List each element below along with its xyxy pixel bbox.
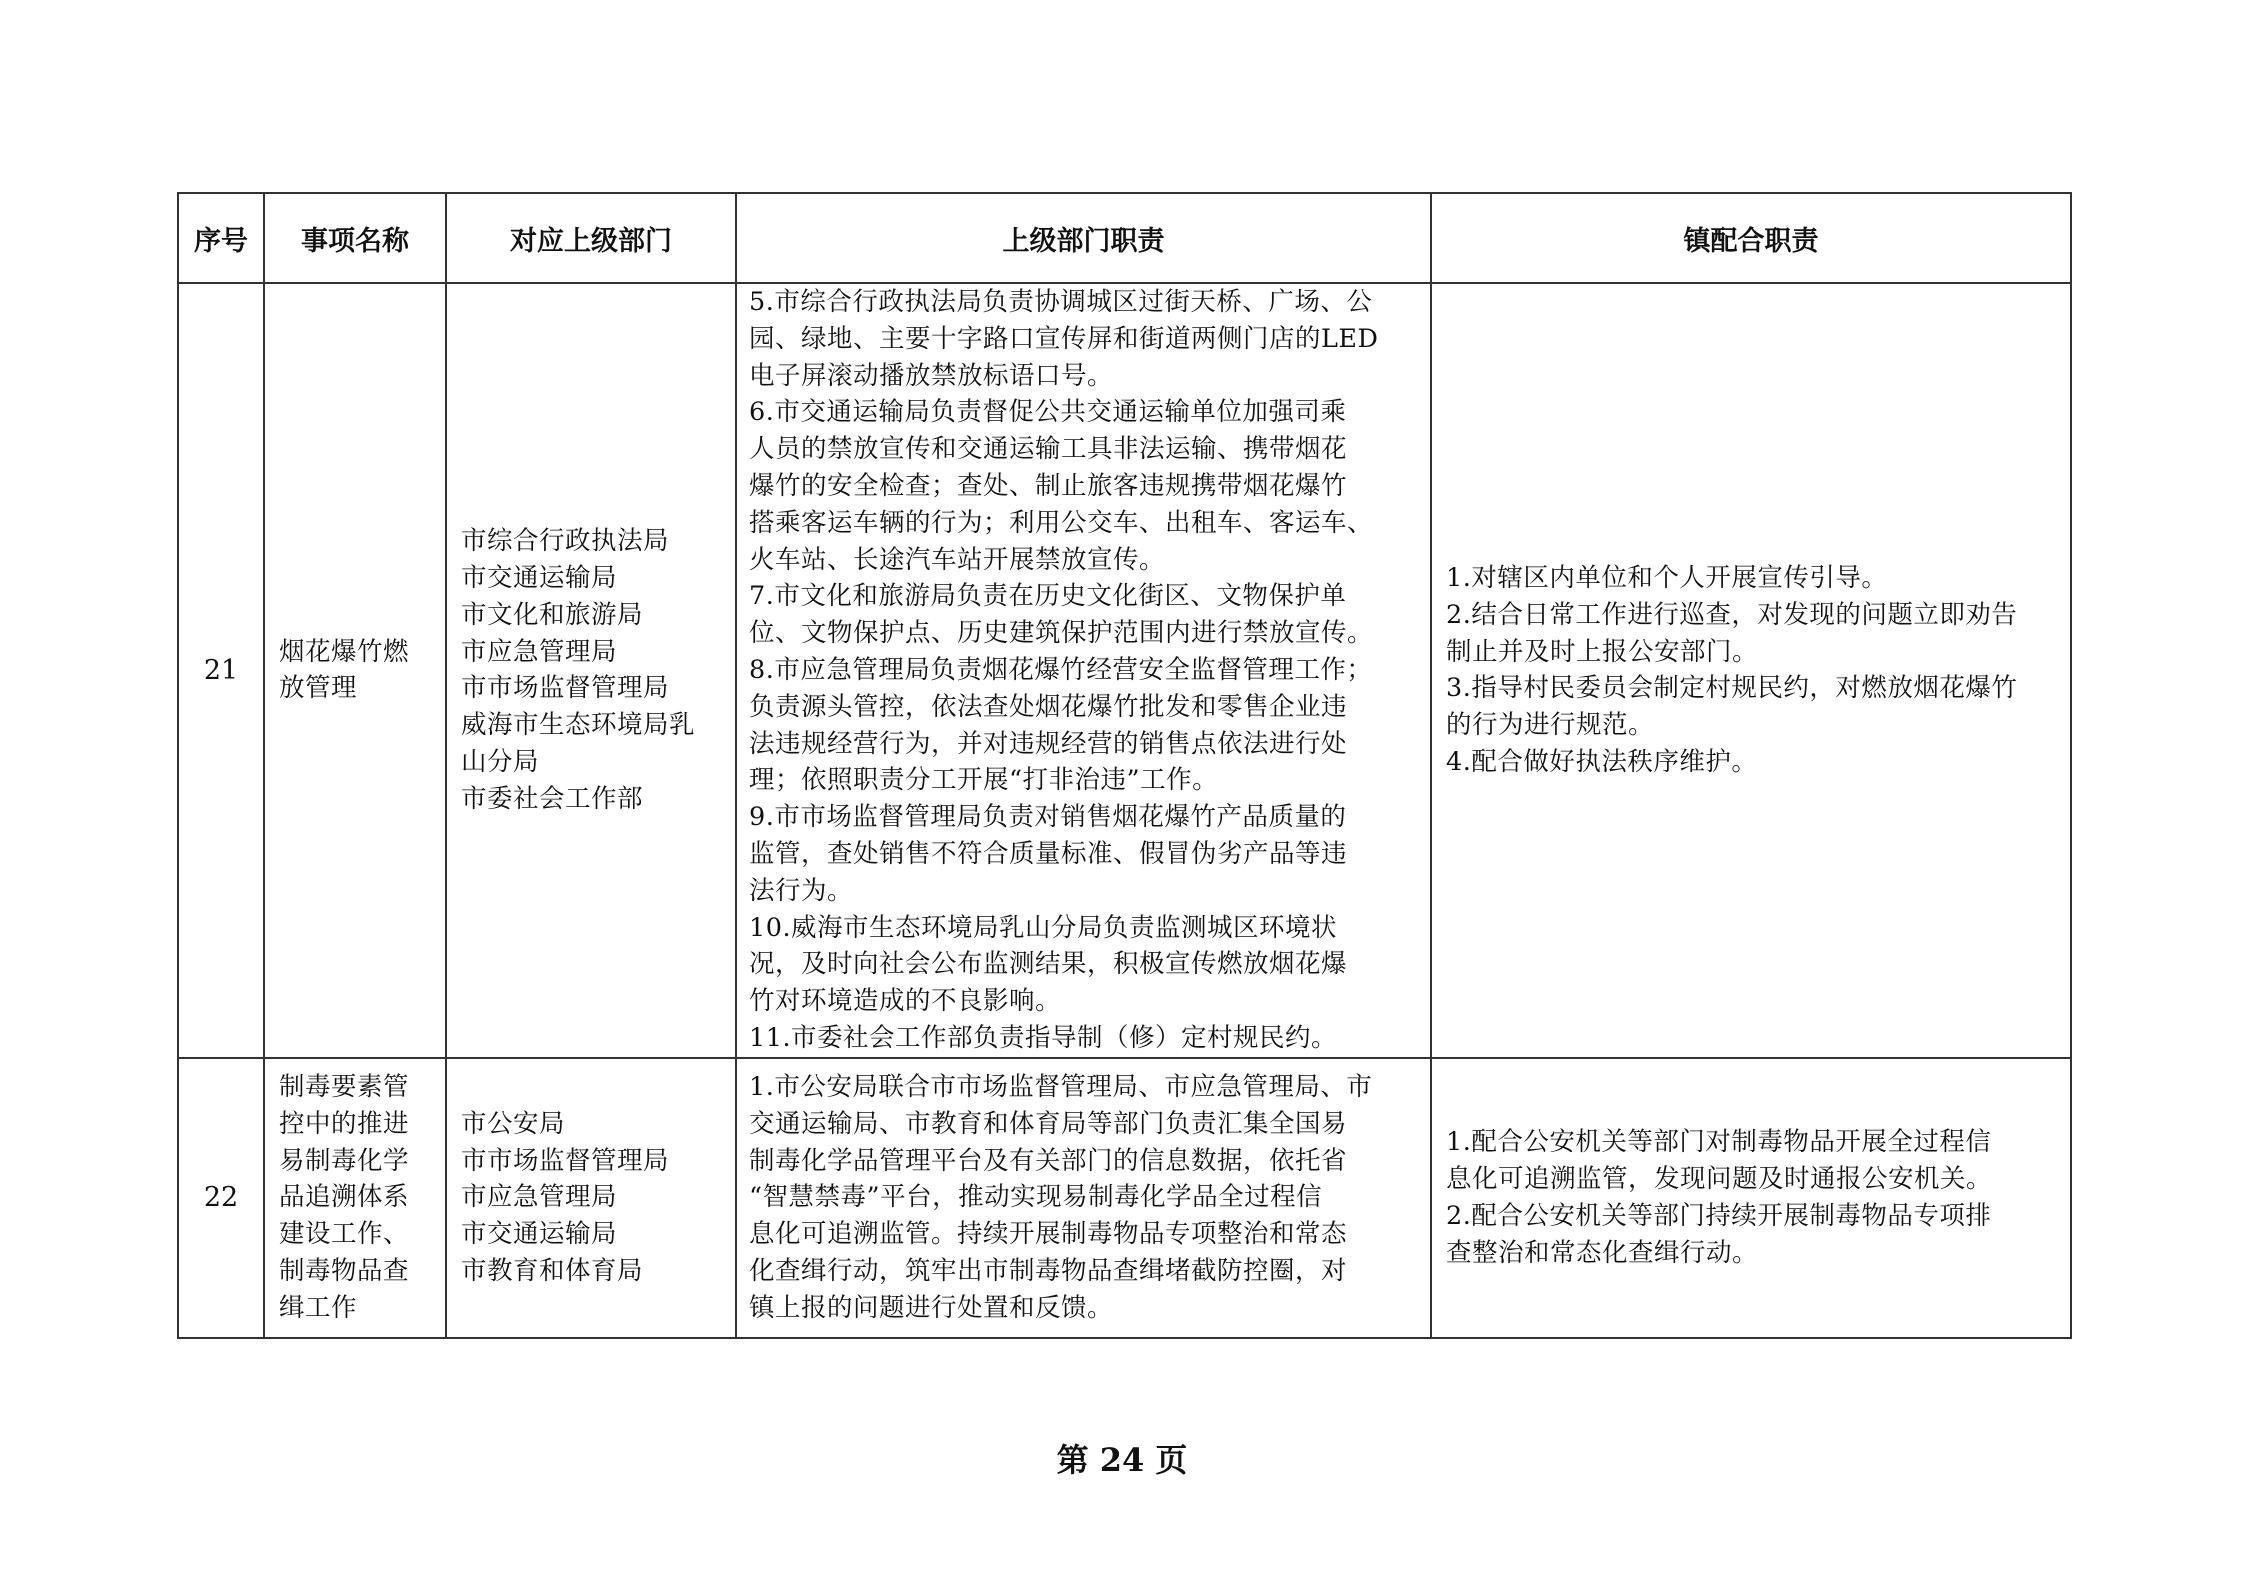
town-duty-text: 1.配合公安机关等部门对制毒物品开展全过程信 息化可追溯监管，发现问题及时通报公安机关。 2.配合公安机关等部门持续开展制毒物品专项排 查整治和常态化查缉行动。: [1446, 1127, 1993, 1268]
departments-text: 市公安局 市市场监督管理局 市应急管理局 市交通运输局 市教育和体育局: [461, 1108, 670, 1286]
departments-text: 市综合行政执法局 市交通运输局 市文化和旅游局 市应急管理局 市市场监督管理局 威海市生态环境局乳 山分局 市委社会工作部: [461, 526, 696, 814]
header-item-name: 事项名称: [264, 193, 446, 283]
header-town-duty: 镇配合职责: [1431, 193, 2071, 283]
row-seq: 21: [178, 283, 264, 1058]
upper-duty-text: 1.市公安局联合市市场监督管理局、市应急管理局、市 交通运输局、市教育和体育局等部门负责汇集全国易 制毒化学品管理平台及有关部门的信息数据，依托省 “智慧禁毒”平台，推动实现易制毒化学品全过程信 息化可追溯监管。持续开展制毒物品专项整治和常态 化查缉行动，筑牢出市制毒物品查缉堵截防控圈，对 镇上报的问题进行处置和反馈。: [749, 1071, 1373, 1323]
header-upper-duty: 上级部门职责: [736, 193, 1431, 283]
row-upper-duty: [736, 1058, 1431, 1338]
table-row: [178, 1058, 2071, 1338]
row-seq: 22: [178, 1058, 264, 1338]
header-departments: 对应上级部门: [446, 193, 736, 283]
row-departments: [446, 1058, 736, 1338]
page-number: 第 24 页: [1056, 1441, 1188, 1479]
row-town-duty: [1431, 283, 2071, 1058]
table-row: [178, 283, 2071, 1058]
duty-table: [177, 192, 2072, 1339]
row-departments: [446, 283, 736, 1058]
town-duty-text: 1.对辖区内单位和个人开展宣传引导。 2.结合日常工作进行巡查，对发现的问题立即劝告 制止并及时上报公安部门。 3.指导村民委员会制定村规民约，对燃放烟花爆竹 的行为进行规范。 4.配合做好执法秩序维护。: [1446, 562, 2018, 777]
header-seq: 序号: [178, 193, 264, 283]
row-item-name: [264, 283, 446, 1058]
upper-duty-text: 5.市综合行政执法局负责协调城区过街天桥、广场、公 园、绿地、主要十字路口宣传屏和街道两侧门店的LED 电子屏滚动播放禁放标语口号。 6.市交通运输局负责督促公共交通运输单位加强司乘 人员的禁放宣传和交通运输工具非法运输、携带烟花 爆竹的安全检查；查处、制止旅客违规携带烟花爆竹 搭乘客运车辆的行为；利用公交车、出租车、客运车、 火车站、长途汽车站开展禁放宣传。 7.市文化和旅游局负责在历史文化街区、文物保护单 位、文物保护点、历史建筑保护范围内进行禁放宣传。 8.市应急管理局负责烟花爆竹经营安全监督管理工作； 负责源头管控，依法查处烟花爆竹批发和零售企业违 法违规经营行为，并对违规经营的销售点依法进行处 理；依照职责分工开展“打非治违”工作。 9.市市场监督管理局负责对销售烟花爆竹产品质量的 监管，查处销售不符合质量标准、假冒伪劣产品等违 法行为。 10.威海市生态环境局乳山分局负责监测城区环境状 况，及时向社会公布监测结果，积极宣传燃放烟花爆 竹对环境造成的不良影响。 11.市委社会工作部负责指导制（修）定村规民约。: [749, 287, 1379, 1053]
header-row: [178, 193, 2071, 283]
item-name-text: 制毒要素管 控中的推进 易制毒化学 品追溯体系 建设工作、 制毒物品查 缉工作: [279, 1071, 410, 1323]
row-town-duty: [1431, 1058, 2071, 1338]
row-item-name: [264, 1058, 446, 1338]
row-upper-duty: [736, 283, 1431, 1058]
item-name-text: 烟花爆竹燃 放管理: [279, 636, 410, 704]
